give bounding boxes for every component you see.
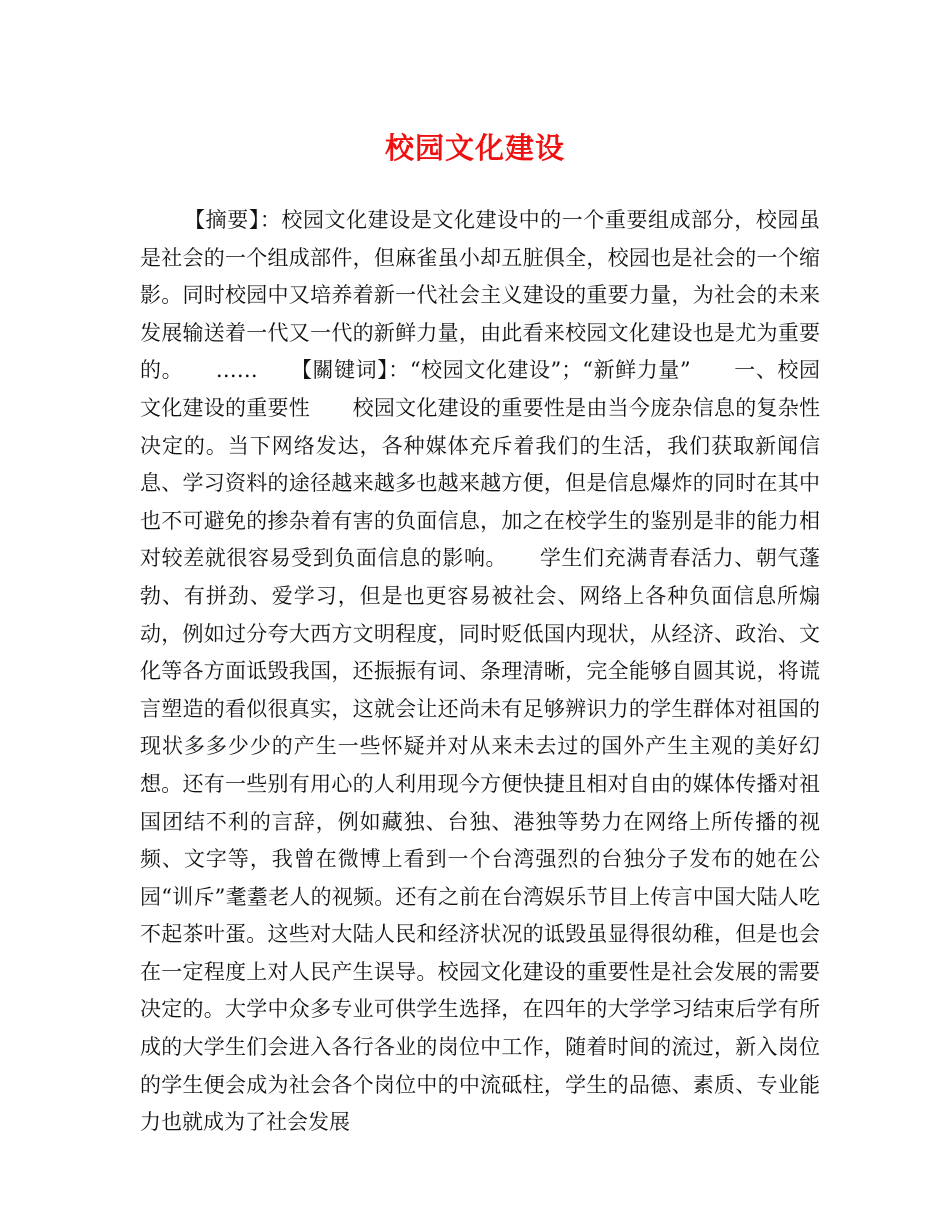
document-body: 【摘要】：校园文化建设是文化建设中的一个重要组成部分，校园虽是社会的一个组成部件，但麻雀虽小却五脏俱全，校园也是社会的一个缩影。同时校园中又培养着新一代社会主义建设的重要力量，为社会的未来发展输送着一代又一代的新鲜力量，由此看来校园文化建设也是尤为重要的。 …… 【關键词】：“校园文化建设”；“新鲜力量” 一、校园文化建设的重要性 校园文化建设的重要性是由当今庞杂信息的复杂性决定的。当下网络发达，各种媒体充斥着我们的生活，我们获取新闻信息、学习资料的途径越来越多也越来越方便，但是信息爆炸的同时在其中也不可避免的掺杂着有害的负面信息，加之在校学生的鉴别是非的能力相对较差就很容易受到负面信息的影响。 学生们充满青春活力、朝气蓬勃、有拼劲、爱学习，但是也更容易被社会、网络上各种负面信息所煽动，例如过分夸大西方文明程度，同时贬低国内现状，从经济、政治、文化等各方面诋毁我国，还振振有词、条理清晰，完全能够自圆其说，将谎言塑造的看似很真实，这就会让还尚未有足够辨识力的学生群体对祖国的现状多多少少的产生一些怀疑并对从来未去过的国外产生主观的美好幻想。还有一些别有用心的人利用现今方便快捷且相对自由的媒体传播对祖国团结不利的言辞，例如藏独、台独、港独等势力在网络上所传播的视频、文字等，我曾在微博上看到一个台湾强烈的台独分子发布的她在公园“训斥”耄耋老人的视频。还有之前在台湾娱乐节目上传言中国大陆人吃不起茶叶蛋。这些对大陆人民和经济状况的诋毁虽显得很幼稚，但是也会在一定程度上对人民产生误导。校园文化建设的重要性是社会发展的需要决定的。大学中众多专业可供学生选择，在四年的大学学习结束后学有所成的大学生们会进入各行各业的岗位中工作，随着时间的流过，新入岗位的学生便会成为社会各个岗位中的中流砥柱，学生的品德、素质、专业能力也就成为了社会发展: [140, 208, 820, 1135]
document-title: 校园文化建设: [384, 131, 565, 165]
